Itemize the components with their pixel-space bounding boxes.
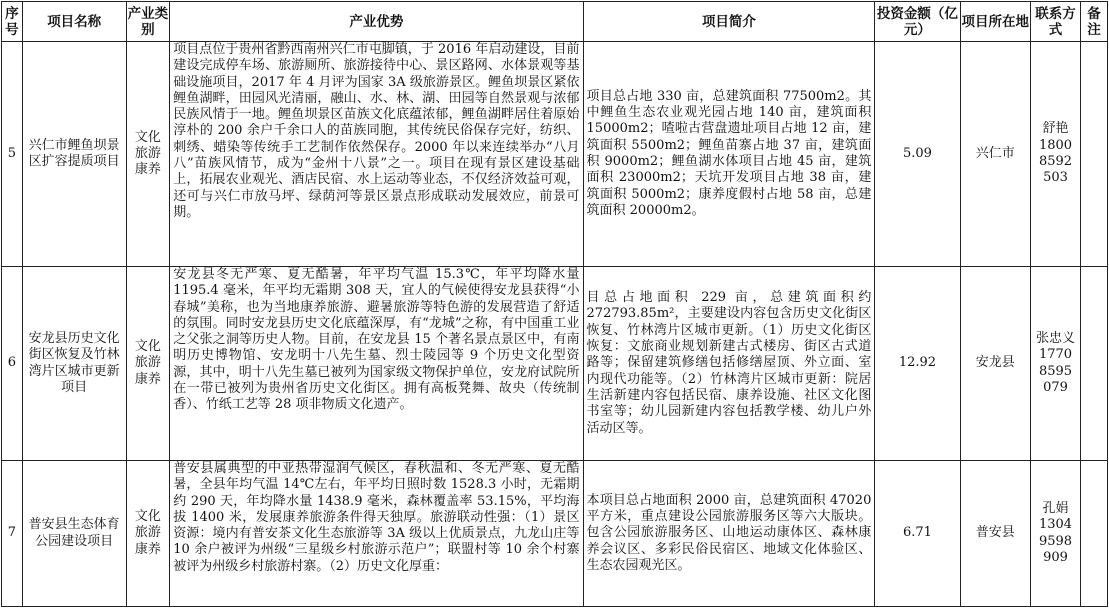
cell-category: 文化旅游康养 [126, 461, 170, 607]
table-row [2, 267, 1108, 461]
cell-contact: 舒艳 1800 8592 503 [1031, 42, 1081, 267]
header-contact: 联系方式 [1031, 2, 1081, 42]
header-remark: 备注 [1080, 2, 1107, 42]
cell-category: 文化旅游康养 [126, 267, 170, 461]
cell-remark [1080, 42, 1107, 267]
header-category: 产业类别 [126, 2, 170, 42]
header-investment: 投资金额（亿元） [875, 2, 960, 42]
cell-intro: 项目总占地 330 亩，总建筑面积 77500m2。其中鲤鱼生态农业观光园占地 140 亩，建筑面积 15000m2；喳啦古营盘遗址项目占地 12 亩，建筑面积 5500m2；鲤鱼苗寨占地 37 亩，建筑面积 9000m2；鲤鱼湖水体项目占地 45 亩，建筑面积 23000m2；天坑开发项目占地 38 亩，建筑面积 5000m2；康养度假村占地 58 亩，总建筑面积 20000m2。 [583, 42, 875, 267]
header-advantage: 产业优势 [170, 2, 583, 42]
header-seq: 序号 [2, 2, 23, 42]
cell-name: 兴仁市鲤鱼坝景区扩容提质项目 [22, 42, 126, 267]
cell-location: 普安县 [960, 461, 1031, 607]
table-row [2, 461, 1108, 607]
cell-seq: 5 [2, 42, 23, 267]
table-row [2, 42, 1108, 267]
cell-name: 普安县生态体育公园建设项目 [22, 461, 126, 607]
cell-name: 安龙县历史文化街区恢复及竹林湾片区城市更新项目 [22, 267, 126, 461]
cell-intro: 本项目总占地面积 2000 亩，总建筑面积 47020 平方米，重点建设公园旅游服务区等六大版块。包含公园旅游服务区、山地运动康体区、森林康养会议区、多彩民俗民宿区、地域文化体验区、生态农园观光区。 [583, 461, 875, 607]
cell-contact: 张忠义 1770 8595 079 [1031, 267, 1081, 461]
cell-contact: 孔娟 1304 9598 909 [1031, 461, 1081, 607]
cell-advantage-text: 普安县属典型的中亚热带湿润气候区，春秋温和、冬无严寒、夏无酷暑，全县年均气温 14℃左右，年平均日照时数 1528.3 小时，无霜期约 290 天，年均降水量 1438.9 毫米，森林覆盖率 53.15%，平均海拔 1400 米，发展康养旅游条件得天独厚。旅游联动性强：（1）景区资源：境内有普安茶文化生态旅游等 3A 级以上优质景点，九龙山庄等 10 余户被评为州级“三星级乡村旅游示范户”；联盟村等 10 余个村寨被评为州级乡村旅游村寨。（2）历史文化厚重： [173, 461, 580, 574]
cell-location: 安龙县 [960, 267, 1031, 461]
cell-investment: 12.92 [875, 267, 960, 461]
cell-investment: 5.09 [875, 42, 960, 267]
cell-investment: 6.71 [875, 461, 960, 607]
header-location: 项目所在地 [960, 2, 1031, 42]
cell-advantage: 安龙县冬无严寒、夏无酷暑，年平均气温 15.3℃，年平均降水量 1195.4 毫米，年平均无霜期 308 天，宜人的气候使得安龙县获得“小春城”美称，也为当地康养旅游、避暑旅游等特色游的发展营造了舒适的氛围。同时安龙县历史文化底蕴深厚，有“龙城”之称，有中国重工业之父张之洞等历史人物。目前，在安龙县 15 个著名景点景区中，有南明历史博物馆、安龙明十八先生墓、烈士陵园等 9 个历史文化型资源，其中，明十八先生墓已被列为国家级文物保护单位，安龙府试院所在一带已被列为贵州省历史文化街区。拥有高板凳舞、故央（传统制香）、竹纸工艺等 28 项非物质文化遗产。 [170, 267, 583, 461]
cell-location: 兴仁市 [960, 42, 1031, 267]
header-intro: 项目简介 [583, 2, 875, 42]
cell-intro: 目总占地面积 229 亩，总建筑面积约 272793.85m²，主要建设内容包含历史文化街区恢复、竹林湾片区城市更新。（1）历史文化街区恢复：文旅商业规划新建古式楼房、街区古式道路等；保留建筑修缮包括修缮屋顶、外立面、室内现代功能等。（2）竹林湾片区城市更新：院居生活新建内容包括民宿、康养设施、社区文化图书室等；幼儿园新建内容包括教学楼、幼儿户外活动区等。 [583, 267, 875, 461]
cell-seq: 7 [2, 461, 23, 607]
header-row [2, 2, 1108, 42]
cell-remark [1080, 267, 1107, 461]
project-table [1, 1, 1108, 607]
cell-remark [1080, 461, 1107, 607]
cell-advantage [170, 461, 583, 607]
cell-seq: 6 [2, 267, 23, 461]
header-name: 项目名称 [22, 2, 126, 42]
cell-advantage: 项目点位于贵州省黔西南州兴仁市屯脚镇，于 2016 年启动建设，目前建设完成停车场、旅游厕所、旅游接待中心、景区路网、水体景观等基础设施项目，2017 年 4 月评为国家 3A 级旅游景区。鲤鱼坝景区紧依鲤鱼湖畔，田园风光清丽，融山、水、林、湖、田园等自然景观与浓郁民族风情于一地。鲤鱼坝景区苗族文化底蕴浓郁，鲤鱼湖畔居住着原始淳朴的 200 余户千余口人的苗族同胞，其传统民俗保存完好，纺织、刺绣、蜡染等传统手工艺制作依然保存。2000 年以来连续举办“八月八”苗族风情节，成为“金州十八景”之一。项目在现有景区建设基础上，拓展农业观光、酒店民宿、水上运动等业态，不仅经济效益可观，还可与兴仁市放马坪、绿荫河等景区景点形成联动发展效应，前景可期。 [170, 42, 583, 267]
cell-category: 文化旅游康养 [126, 42, 170, 267]
